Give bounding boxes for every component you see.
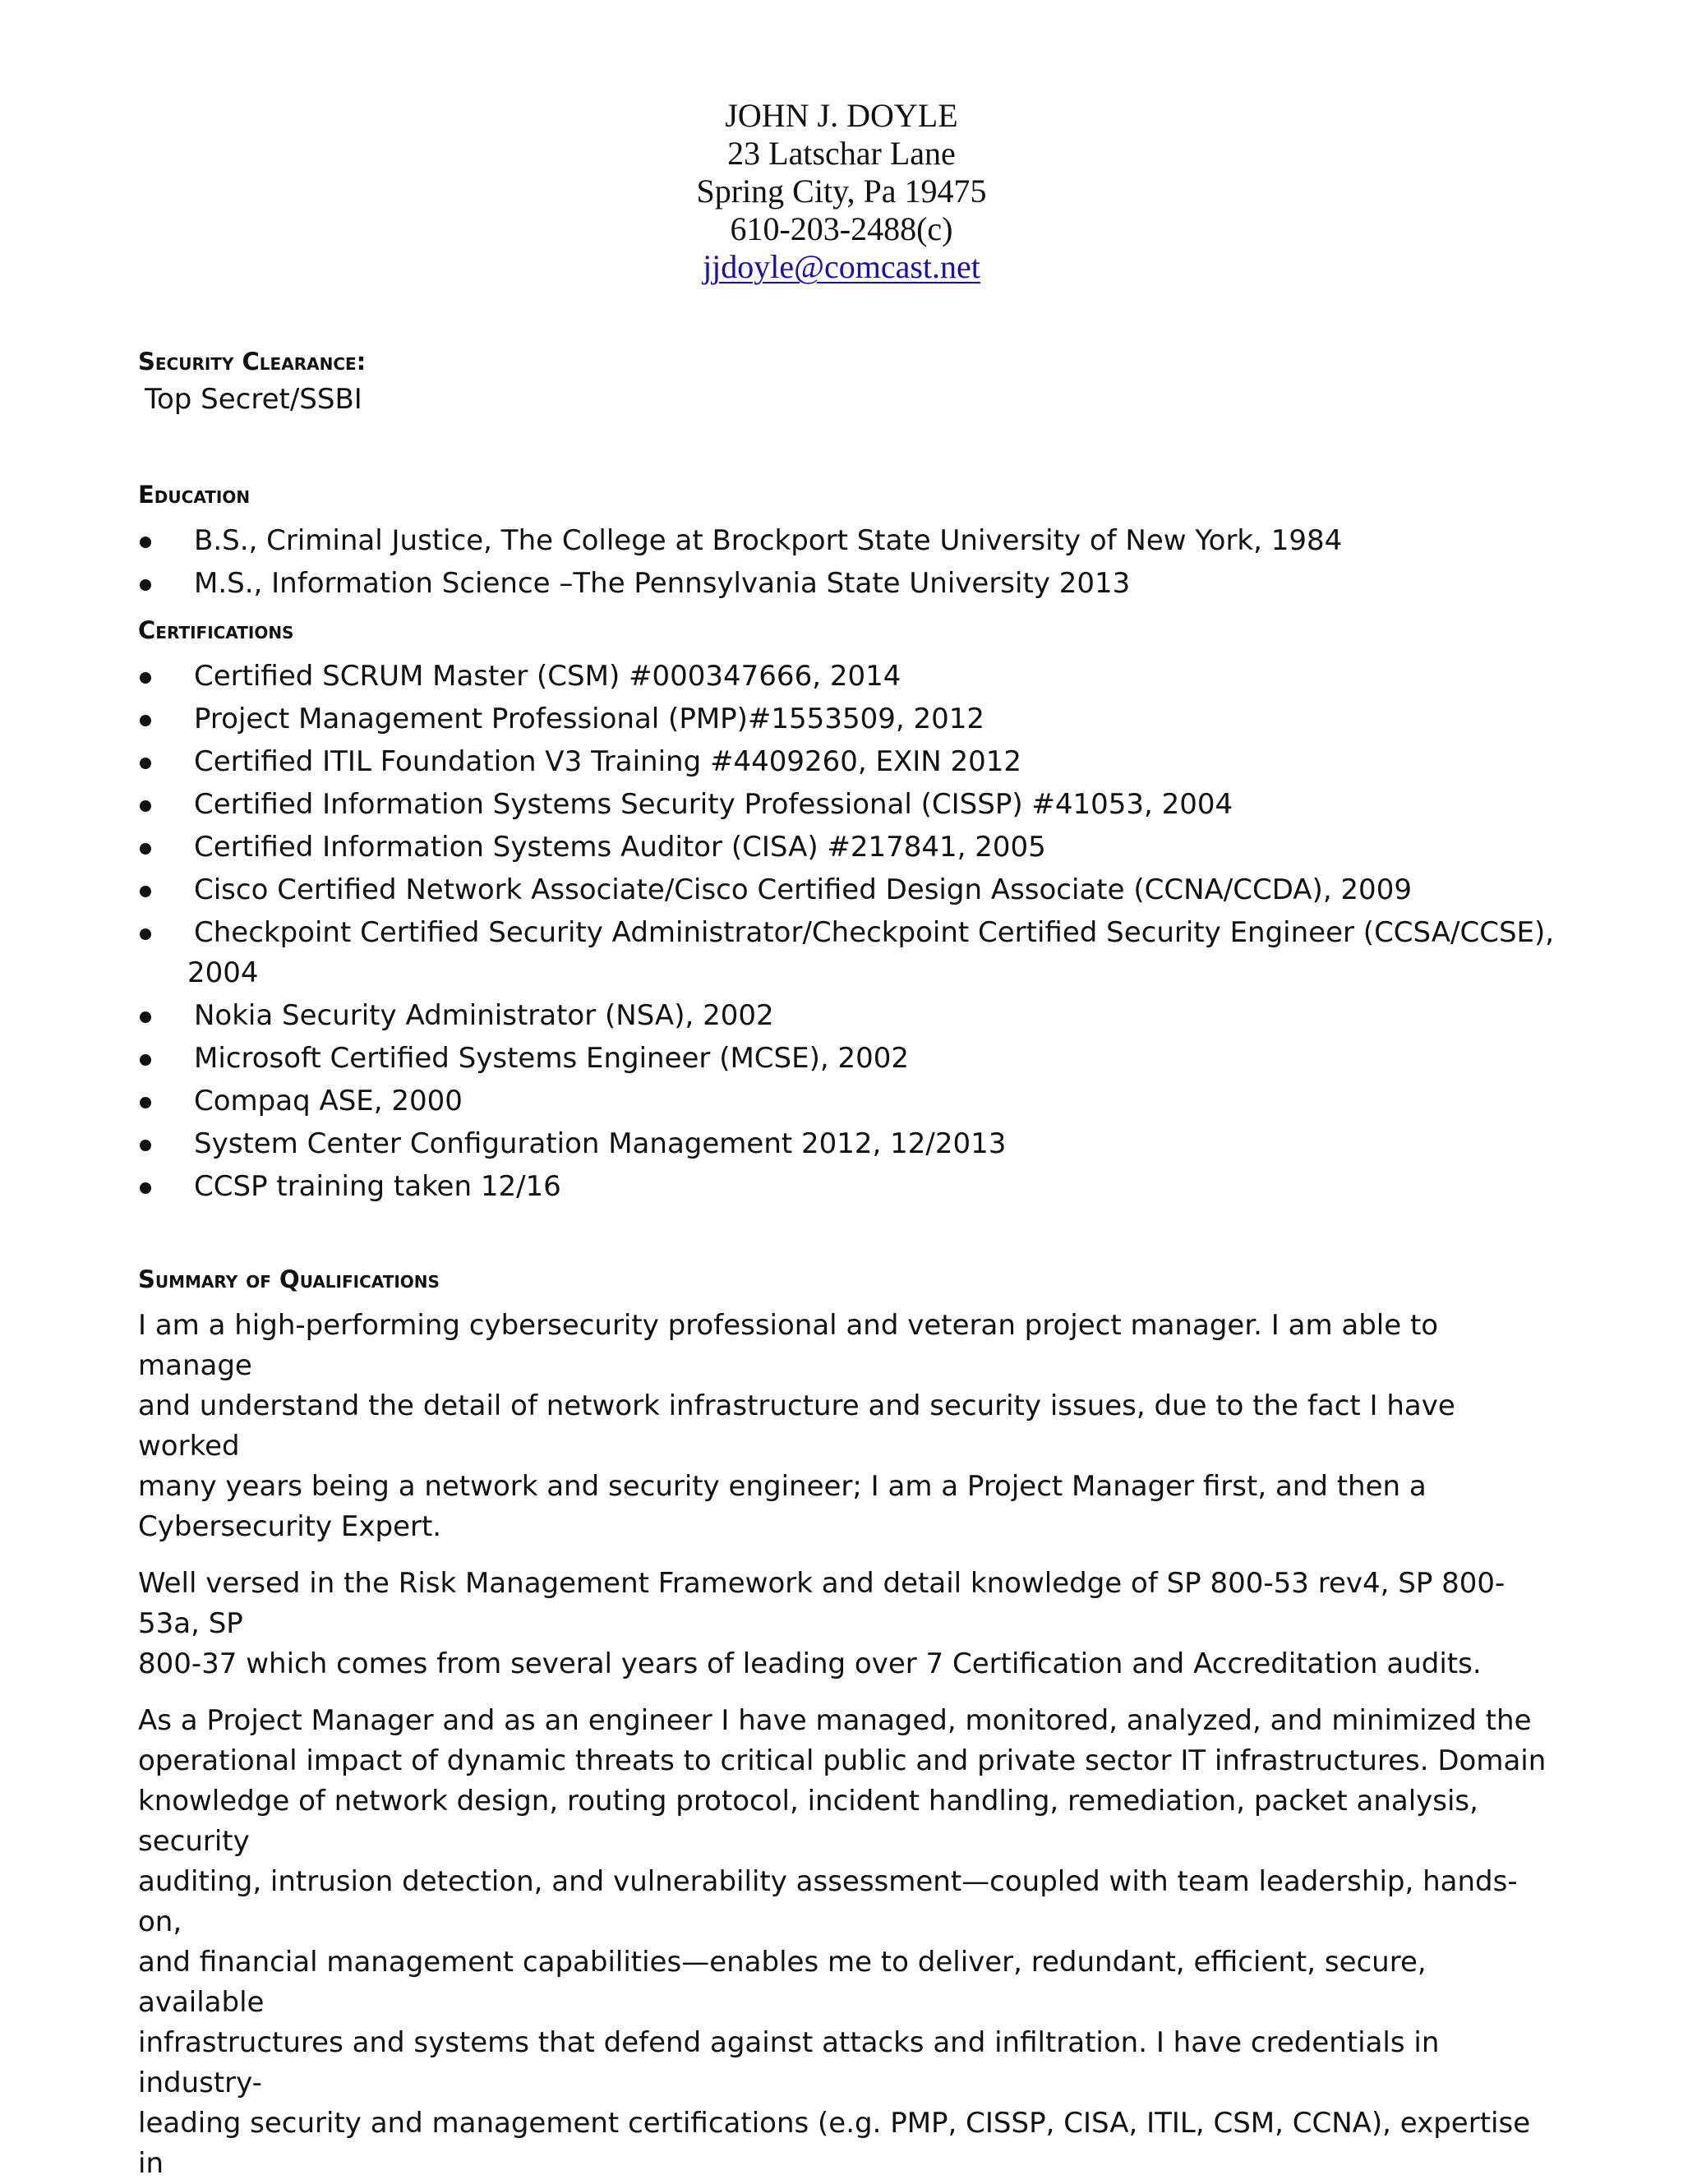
bullet-icon [140, 928, 151, 940]
phone-number: 610-203-2488(c) [730, 210, 953, 247]
bullet-icon [140, 758, 151, 769]
summary-paragraph-2: Well versed in the Risk Management Framework and detail knowledge of SP 800-53 rev4, SP 800-53a, SP 800-37 which comes from several years of leading over 7 Certification and Accreditation audits. [138, 1567, 1505, 1680]
list-item: Cisco Certified Network Associate/Cisco Certified Design Associate (CCNA/CCDA), 2009 [138, 870, 1552, 910]
email-link[interactable]: jjdoyle@comcast.net [703, 248, 980, 285]
certifications-heading: Certifications [138, 616, 294, 644]
certifications-list [138, 657, 1555, 1207]
list-item: Certified SCRUM Master (CSM) #000347666, 2014 [138, 657, 1552, 697]
list-item: Compaq ASE, 2000 [138, 1081, 1552, 1122]
summary-paragraph-1: I am a high-performing cybersecurity professional and veteran project manager. I am able to manage and understand the detail of network infrastructure and security issues, due to the fact I have worked many years being a network and security engineer; I am a Project Manager first, and then a Cybersecurity Expert. [138, 1309, 1455, 1543]
list-item: B.S., Criminal Justice, The College at Brockport State University of New York, 1984 [138, 521, 1552, 561]
contact-header [0, 97, 1683, 286]
summary-heading: Summary of Qualifications [138, 1265, 440, 1293]
bullet-icon [140, 1011, 151, 1023]
summary-paragraph-3: As a Project Manager and as an engineer I have managed, monitored, analyzed, and minimized the operational impact of dynamic threats to critical public and private sector IT infrastructures. Domain knowledge of network design, routing protocol, incident handling, remediation, packet analysis, security auditing, intrusion detection, and vulnerability assessment—coupled with team leadership, hands-on, and financial management capabilities—enables me to deliver, redundant, efficient, secure, available infrastructures and systems that defend against attacks and infiltration. I have credentials in industry- leading security and management certifications (e.g. PMP, CISSP, CISA, ITIL, CSM, CCNA), expertise in [138, 1704, 1547, 2180]
city-state-zip: Spring City, Pa 19475 [696, 173, 987, 210]
list-item: M.S., Information Science –The Pennsylvania State University 2013 [138, 564, 1552, 604]
education-list [138, 521, 1552, 604]
list-item: CCSP training taken 12/16 [138, 1167, 1552, 1207]
list-item: System Center Configuration Management 2012, 12/2013 [138, 1124, 1552, 1164]
bullet-icon [140, 1140, 151, 1151]
list-item: Project Management Professional (PMP)#1553509, 2012 [138, 699, 1552, 740]
list-item-continuation: 2004 [187, 956, 259, 989]
bullet-icon [140, 886, 151, 897]
security-clearance-value: Top Secret/SSBI [145, 383, 362, 416]
bullet-icon [140, 579, 151, 591]
bullet-icon [140, 800, 151, 812]
list-item: Certified Information Systems Security Professional (CISSP) #41053, 2004 [138, 785, 1552, 825]
bullet-icon [140, 537, 151, 548]
bullet-icon [140, 1182, 151, 1194]
bullet-icon [140, 1097, 151, 1108]
list-item: Certified ITIL Foundation V3 Training #4409260, EXIN 2012 [138, 742, 1552, 782]
bullet-icon [140, 1054, 151, 1066]
bullet-icon [140, 843, 151, 855]
bullet-icon [140, 715, 151, 726]
street-address: 23 Latschar Lane [727, 135, 956, 172]
bullet-icon [140, 672, 151, 684]
list-item: Nokia Security Administrator (NSA), 2002 [138, 996, 1552, 1036]
list-item: Checkpoint Certified Security Administrator/Checkpoint Certified Security Engineer (CCSA/CCSE), 2004 [138, 913, 1552, 993]
resume-body [138, 345, 1555, 2184]
list-item: Certified Information Systems Auditor (CISA) #217841, 2005 [138, 827, 1552, 868]
list-item: Microsoft Certified Systems Engineer (MCSE), 2002 [138, 1039, 1552, 1079]
security-clearance-heading: Security Clearance: [138, 348, 367, 376]
candidate-name: JOHN J. DOYLE [725, 97, 958, 134]
education-heading: Education [138, 481, 251, 509]
